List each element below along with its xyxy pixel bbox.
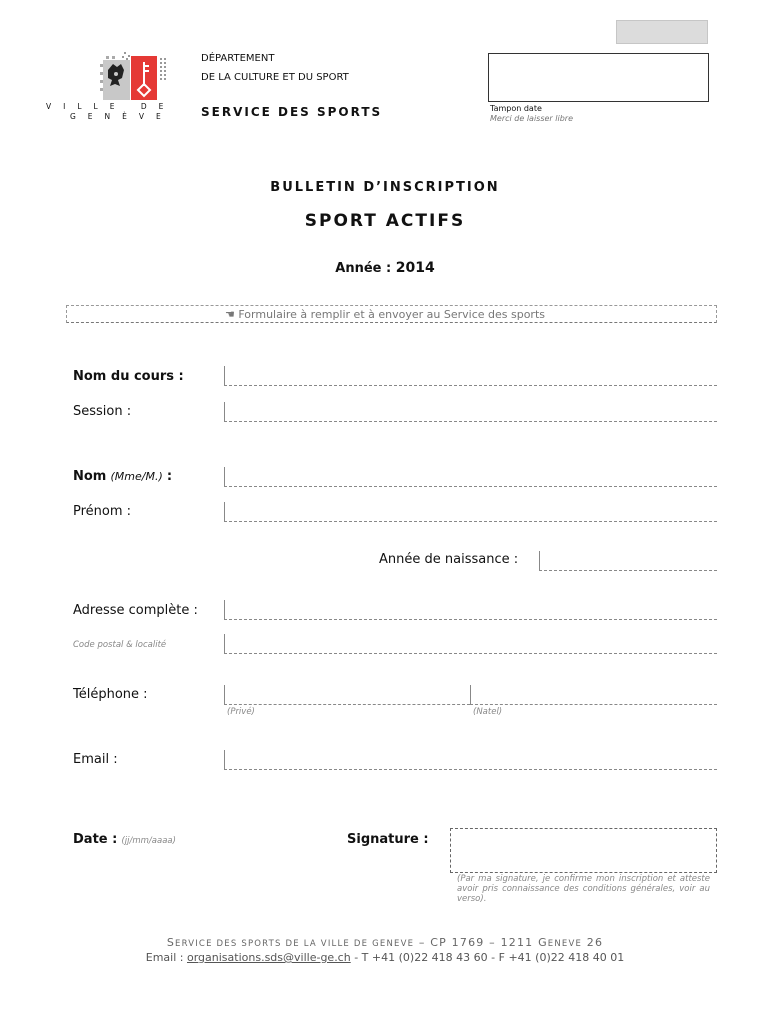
session-field[interactable] bbox=[224, 402, 717, 422]
footer-phones: - T +41 (0)22 418 43 60 - F +41 (0)22 418 40 01 bbox=[350, 951, 625, 964]
form-title: BULLETIN D’INSCRIPTION bbox=[270, 180, 500, 195]
date-label: Date : (jj/mm/aaaa) bbox=[73, 832, 176, 847]
phone-private-field[interactable] bbox=[224, 685, 470, 705]
phone-mobile-field[interactable] bbox=[470, 685, 717, 705]
birth-year-label: Année de naissance : bbox=[379, 552, 519, 567]
lastname-field[interactable] bbox=[224, 467, 717, 487]
geneve-text: GENÈVE bbox=[70, 112, 173, 121]
course-name-field[interactable] bbox=[224, 366, 717, 386]
year-label: Année : bbox=[335, 261, 392, 276]
firstname-field[interactable] bbox=[224, 502, 717, 522]
signature-field[interactable] bbox=[450, 828, 717, 873]
department-line2: DE LA CULTURE ET DU SPORT bbox=[201, 72, 349, 83]
department-line1: DÉPARTEMENT bbox=[201, 53, 275, 64]
firstname-label: Prénom : bbox=[73, 504, 132, 519]
postal-code-field[interactable] bbox=[224, 634, 717, 654]
email-field[interactable] bbox=[224, 750, 717, 770]
signature-label: Signature : bbox=[347, 832, 429, 847]
phone-private-hint: (Privé) bbox=[227, 707, 255, 717]
year-line bbox=[0, 260, 770, 276]
session-label: Session : bbox=[73, 404, 132, 419]
notice-text: ☚ Formulaire à remplir et à envoyer au Service des sports bbox=[225, 308, 545, 321]
footer-email-label: Email : bbox=[145, 951, 184, 964]
postal-code-label: Code postal & localité bbox=[73, 640, 167, 650]
lastname-label: Nom (Mme/M.) : bbox=[73, 469, 173, 484]
address-label: Adresse complète : bbox=[73, 603, 198, 618]
stamp-box bbox=[488, 53, 709, 102]
form-subtitle: SPORT ACTIFS bbox=[304, 211, 466, 231]
year-value: 2014 bbox=[395, 260, 435, 276]
course-name-label: Nom du cours : bbox=[73, 369, 184, 384]
phone-mobile-hint: (Natel) bbox=[473, 707, 503, 717]
stamp-note: Merci de laisser libre bbox=[490, 114, 573, 123]
footer-contact bbox=[0, 951, 770, 964]
ville-de-geneve-logo bbox=[98, 52, 173, 104]
reserved-gray-box bbox=[616, 20, 708, 44]
stamp-label: Tampon date bbox=[490, 104, 542, 113]
signature-note: (Par ma signature, je confirme mon inscription et atteste avoir pris connaissance des conditions générales, voir au verso). bbox=[457, 874, 710, 904]
email-label: Email : bbox=[73, 752, 118, 767]
birth-year-field[interactable] bbox=[539, 551, 717, 571]
phone-label: Téléphone : bbox=[73, 687, 148, 702]
address-field[interactable] bbox=[224, 600, 717, 620]
ville-de-text: VILLE DE bbox=[46, 102, 176, 111]
service-title: SERVICE DES SPORTS bbox=[201, 105, 383, 119]
footer-email-link[interactable]: organisations.sds@ville-ge.ch bbox=[187, 951, 351, 964]
footer-address: SERVICE DES SPORTS DE LA VILLE DE GENEVE – CP 1769 – 1211 GENEVE 26 bbox=[166, 936, 604, 949]
